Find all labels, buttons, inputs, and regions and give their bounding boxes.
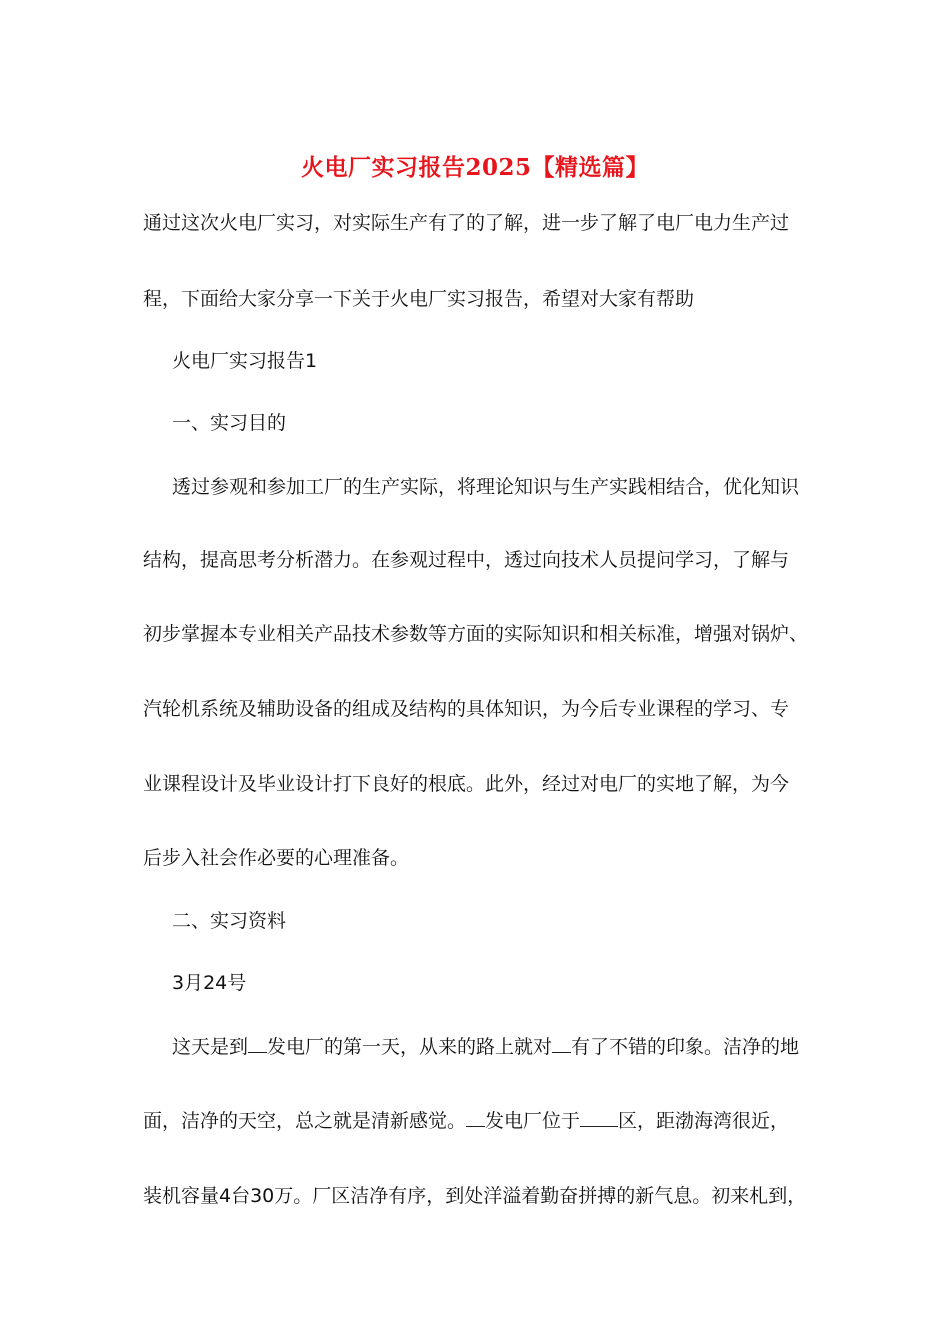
section2-line-1-part-c: 有了不错的印象。洁净的地 bbox=[571, 1036, 800, 1058]
section1-line-6: 后步入社会作必要的心理准备。 bbox=[143, 847, 410, 869]
section1-line-3: 初步掌握本专业相关产品技术参数等方面的实际知识和相关标准，增强对锅炉、 bbox=[143, 623, 809, 645]
section2-line-2-part-c: 区，距渤海湾很近， bbox=[618, 1110, 790, 1132]
section1-line-1: 透过参观和参加工厂的生产实际，将理论知识与生产实践相结合，优化知识 bbox=[172, 476, 800, 498]
section2-line-1-part-a: 这天是到 bbox=[172, 1036, 249, 1058]
blank-underline bbox=[466, 1108, 485, 1127]
section2-heading: 二、实习资料 bbox=[172, 910, 287, 932]
intro-line-1: 通过这次火电厂实习，对实际生产有了的了解，进一步了解了电厂电力生产过 bbox=[143, 212, 790, 234]
section1-line-2: 结构，提高思考分析潜力。在参观过程中，透过向技术人员提问学习，了解与 bbox=[143, 549, 790, 571]
section2-line-3: 装机容量4台30万。厂区洁净有序，到处洋溢着勤奋拼搏的新气息。初来札到， bbox=[143, 1185, 807, 1207]
section2-line-2-part-b: 发电厂位于 bbox=[485, 1110, 581, 1132]
section1-line-5: 业课程设计及毕业设计打下良好的根底。此外，经过对电厂的实地了解，为今 bbox=[143, 773, 790, 795]
section1-line-4: 汽轮机系统及辅助设备的组成及结构的具体知识，为今后专业课程的学习、专 bbox=[143, 698, 790, 720]
date-heading: 3月24号 bbox=[172, 972, 247, 994]
section2-line-1-part-b: 发电厂的第一天，从来的路上就对 bbox=[267, 1036, 553, 1058]
section2-line-1 bbox=[172, 1032, 799, 1062]
document-title: 火电厂实习报告2025【精选篇】 bbox=[300, 154, 649, 181]
intro-line-2: 程，下面给大家分享一下关于火电厂实习报告，希望对大家有帮助 bbox=[143, 288, 695, 310]
section2-line-2 bbox=[143, 1106, 789, 1136]
blank-underline bbox=[248, 1034, 267, 1053]
section2-line-2-part-a: 面，洁净的天空，总之就是清新感觉。 bbox=[143, 1110, 467, 1132]
section1-heading: 一、实习目的 bbox=[172, 412, 287, 434]
report-heading: 火电厂实习报告1 bbox=[172, 350, 318, 372]
blank-underline bbox=[552, 1034, 571, 1053]
blank-underline bbox=[580, 1108, 618, 1127]
